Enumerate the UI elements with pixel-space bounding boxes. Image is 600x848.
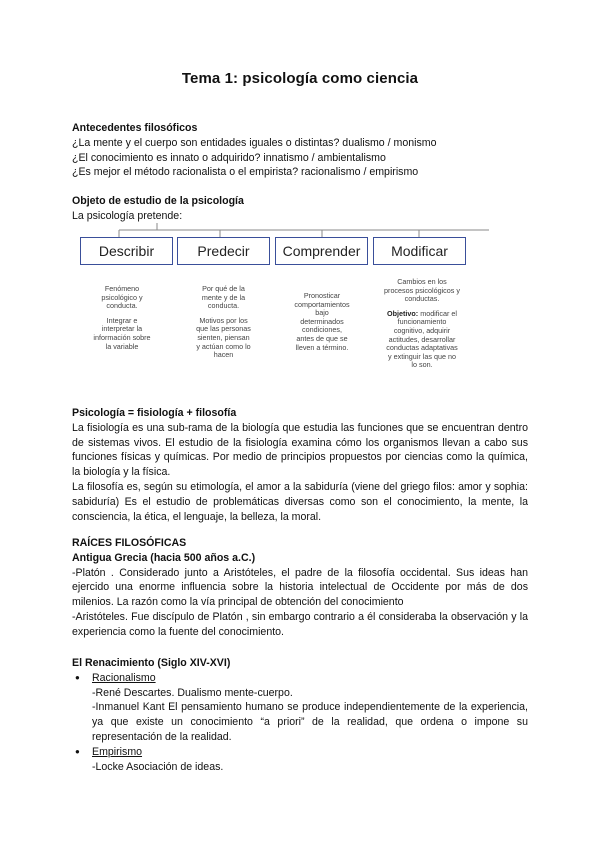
desc-modificar: Cambios en los procesos psicológicos y conductas. Objetivo: modificar el funcionamiento cognitivo, adquirir actitudes, desarrollar conductas adaptativas y extinguir las que no lo son. <box>384 277 460 370</box>
psicologia-paragraph-2: La filosofía es, según su etimología, el amor a la sabiduría (viene del griego filos: amor y sophia: sabiduría) Es el estudio de problemáticas diversas como son el conocimiento, la mente, la consciencia, la ética, el lenguaje, la belleza, la moral. <box>72 480 528 523</box>
objeto-intro: La psicología pretende: <box>72 209 183 222</box>
objeto-heading: Objeto de estudio de la psicología <box>72 195 244 207</box>
antecedentes-section <box>72 121 528 180</box>
box-describir: Describir <box>80 237 173 265</box>
racionalismo-label: Racionalismo <box>92 671 156 684</box>
antecedentes-line-2: ¿El conocimiento es innato o adquirido? innatismo / ambientalismo <box>72 151 386 164</box>
psicologia-section <box>72 406 528 524</box>
desc-describir: Fenómeno psicológico y conducta. Integrar e interpretar la información sobre la variable <box>93 284 151 351</box>
grecia-heading: Antigua Grecia (hacia 500 años a.C.) <box>72 551 256 564</box>
renacimiento-heading: El Renacimiento (Siglo XIV-XVI) <box>72 657 231 669</box>
locke-line: -Locke Asociación de ideas. <box>92 760 224 773</box>
objeto-section <box>72 194 528 224</box>
renacimiento-list <box>72 671 528 686</box>
psicologia-paragraph-1: La fisiología es una sub-rama de la biología que estudia las funciones que se encuentran dentro de sistemas vivos. El estudio de la fisiología examina cómo los organismos llevan a cabo sus funciones físicas y químicas. Por medio de principios propuestos por ciencias como la química, la biología y la física. <box>72 421 528 479</box>
renacimiento-section <box>72 656 528 774</box>
antecedentes-line-1: ¿La mente y el cuerpo son entidades iguales o distintas? dualismo / monismo <box>72 136 437 149</box>
descartes-line: -René Descartes. Dualismo mente-cuerpo. <box>92 686 293 699</box>
desc-comprender: Pronosticar comportamientos bajo determinados condiciones, antes de que se lleven a término. <box>294 291 350 352</box>
antecedentes-line-3: ¿Es mejor el método racionalista o el empirista? racionalismo / empirismo <box>72 166 419 179</box>
objeto-diagram <box>72 222 534 394</box>
box-comprender: Comprender <box>275 237 368 265</box>
platon-paragraph: -Platón . Considerado junto a Aristóteles, el padre de la filosofía occidental. Sus ideas han ejercido una enorme influencia sobre la historia intelectual de Occidente por más de dos milenios. La razón como la vía principal de obtención del conocimiento <box>72 566 528 609</box>
box-modificar: Modificar <box>373 237 466 265</box>
kant-paragraph: -Inmanuel Kant El pensamiento humano se produce independientemente de la experiencia, ya que existe un conocimiento “a priori” de la realidad, que ordena o impone su representación de la realidad. <box>92 701 528 743</box>
empirismo-label: Empirismo <box>92 745 143 758</box>
box-predecir: Predecir <box>177 237 270 265</box>
antecedentes-heading: Antecedentes filosóficos <box>72 122 198 134</box>
psicologia-heading: Psicología = fisiología + filosofía <box>72 407 237 419</box>
desc-predecir: Por qué de la mente y de la conducta. Motivos por los que las personas sienten, piensan y actúan como lo hacen <box>196 284 251 360</box>
list-item-empirismo <box>72 745 528 760</box>
raices-section <box>72 536 528 640</box>
aristoteles-paragraph: -Aristóteles. Fue discípulo de Platón , sin embargo contrario a él consideraba la observación y la experiencia como la fuente del conocimiento. <box>72 610 528 638</box>
renacimiento-list-2 <box>72 745 528 760</box>
list-item-racionalismo <box>72 671 528 686</box>
page-title: Tema 1: psicología como ciencia <box>181 70 419 87</box>
raices-heading: RAÍCES FILOSÓFICAS <box>72 537 187 549</box>
